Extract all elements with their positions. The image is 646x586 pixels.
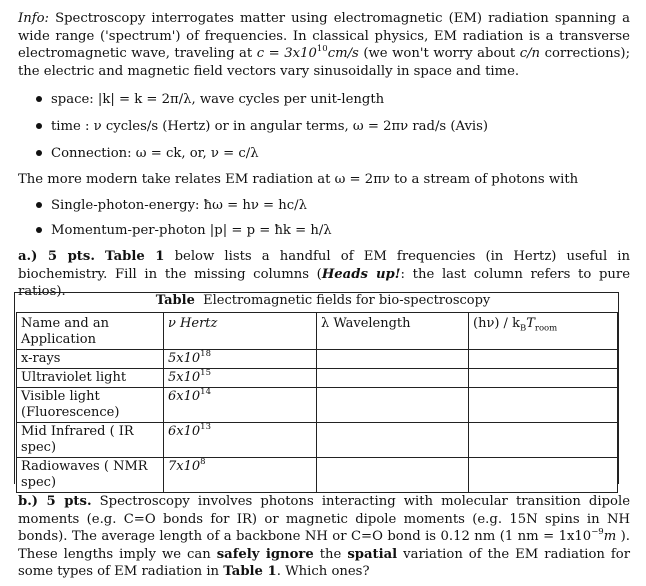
safely-ignore: safely ignore <box>216 546 314 562</box>
row-hertz <box>164 388 317 423</box>
hz-value: 5x10 <box>168 370 201 385</box>
part-b-text-4: variation of the EM radiation for some types of EM radiation in <box>18 546 631 579</box>
table-row <box>17 369 618 388</box>
em-fields-table <box>16 312 618 493</box>
part-a-label: a.) 5 pts. <box>18 249 95 264</box>
bullet-dot <box>36 150 42 156</box>
speed-exponent: 10 <box>316 43 328 54</box>
table-row <box>17 423 618 458</box>
header-hertz <box>164 313 317 350</box>
bullet-dot <box>36 202 42 208</box>
meter-unit: m <box>603 529 617 544</box>
speed-of-light: c = 3x10 <box>256 46 317 61</box>
table-caption-text: Electromagnetic fields for bio-spectroscopy <box>203 293 491 308</box>
row-hertz <box>164 350 317 369</box>
refractive-ratio: c/n <box>519 46 541 61</box>
header-wavelength: λ Wavelength <box>317 313 469 350</box>
bullet-text: space: |k| = k = 2π/λ, wave cycles per unit-length <box>51 92 385 107</box>
part-b-text-2: ). These lengths imply we can <box>18 529 630 562</box>
hz-value: 5x10 <box>168 351 201 366</box>
info-text-3: corrections); the electric and magnetic field vectors vary sinusoidally in space and time. <box>18 46 631 79</box>
bullet-dot <box>36 227 42 233</box>
header-ratio-t: T <box>526 316 535 331</box>
bullet-text: time : ν cycles/s (Hertz) or in angular terms, ω = 2πν rad/s (Avis) <box>51 119 489 134</box>
bullet-time <box>36 118 488 135</box>
row-name: x-rays <box>17 350 164 369</box>
row-name: Mid Infrared ( IR spec) <box>17 423 164 458</box>
bullet-text: Momentum-per-photon |p| = p = ħk = h/λ <box>51 223 332 238</box>
header-ratio-sub-b: B <box>519 323 527 334</box>
row-name: Radiowaves ( NMR spec) <box>17 458 164 493</box>
row-hertz <box>164 423 317 458</box>
hz-exponent: 15 <box>200 367 211 378</box>
bullet-text: Single-photon-energy: ħω = hν = hc/λ <box>51 198 307 213</box>
part-b-text-3: the <box>313 546 348 562</box>
table-caption <box>0 293 646 308</box>
row-hertz <box>164 458 317 493</box>
info-text-2: (we won't worry about <box>358 46 520 61</box>
hz-exponent: 14 <box>200 386 211 397</box>
part-b-text-5: . Which ones? <box>276 564 370 579</box>
hz-exponent: 13 <box>200 421 211 432</box>
ratio-cell[interactable] <box>469 423 618 458</box>
ratio-cell[interactable] <box>469 458 618 493</box>
header-name: Name and an Application <box>17 313 164 350</box>
table-row <box>17 388 618 423</box>
part-b-text: Spectroscopy involves photons interacting with molecular transition dipole moments (e.g. C=O bonds for IR) or magnetic dipole moments (e.g. 15N spins in NH bonds). The average length of a backbone NH or C=O bond is 0.12 nm (1 nm = 1x10 <box>18 494 630 544</box>
table-caption-label: Table <box>155 293 195 308</box>
speed-unit: cm/s <box>327 46 359 61</box>
spatial-word: spatial <box>347 546 398 562</box>
bullet-photon-momentum <box>36 222 332 239</box>
nm-exponent: −9 <box>591 526 604 537</box>
bullet-dot <box>36 96 42 102</box>
bullet-photon-energy <box>36 197 307 214</box>
wavelength-cell[interactable] <box>317 369 469 388</box>
table-reference: Table 1 <box>105 249 165 264</box>
hz-exponent: 18 <box>200 348 211 359</box>
part-b-paragraph <box>18 493 630 581</box>
ratio-cell[interactable] <box>469 388 618 423</box>
header-hertz-text: ν Hertz <box>168 316 218 331</box>
table-row <box>17 350 618 369</box>
bullet-connection <box>36 145 259 162</box>
part-a-text: below lists a handful of EM frequencies (in Hertz) useful in biochemistry. Fill in the missing columns ( <box>18 249 631 282</box>
ratio-cell[interactable] <box>469 350 618 369</box>
part-b-label: b.) 5 pts. <box>18 494 92 509</box>
ratio-cell[interactable] <box>469 369 618 388</box>
heads-up: Heads up! <box>321 266 401 282</box>
row-name: Ultraviolet light <box>17 369 164 388</box>
bullet-dot <box>36 123 42 129</box>
info-text: Spectroscopy interrogates matter using electromagnetic (EM) radiation spanning a wide range ('spectrum') of frequencies. In classical physics, EM radiation is a transverse electromagnetic wave, traveling at <box>18 11 630 61</box>
hz-value: 6x10 <box>168 424 201 439</box>
hz-exponent: 8 <box>200 456 206 467</box>
row-name: Visible light (Fluorescence) <box>17 388 164 423</box>
header-ratio-text: (hν) / k <box>473 316 520 331</box>
info-label: Info: <box>18 11 49 26</box>
wavelength-cell[interactable] <box>317 388 469 423</box>
header-ratio <box>469 313 618 350</box>
hz-value: 6x10 <box>168 389 201 404</box>
info-paragraph <box>18 10 630 80</box>
header-ratio-sub-room: room <box>534 323 558 334</box>
table-row <box>17 458 618 493</box>
wavelength-cell[interactable] <box>317 458 469 493</box>
row-hertz <box>164 369 317 388</box>
hz-value: 7x10 <box>168 459 201 474</box>
wavelength-cell[interactable] <box>317 423 469 458</box>
bullet-space <box>36 91 384 108</box>
wavelength-cell[interactable] <box>317 350 469 369</box>
table-reference-b: Table 1 <box>223 564 277 579</box>
bullet-text: Connection: ω = ck, or, ν = c/λ <box>51 146 259 161</box>
table-header-row <box>17 313 618 350</box>
modern-paragraph: The more modern take relates EM radiation at ω = 2πν to a stream of photons with <box>18 172 579 187</box>
part-a-text-2: : the last column refers to pure ratios). <box>18 266 630 299</box>
